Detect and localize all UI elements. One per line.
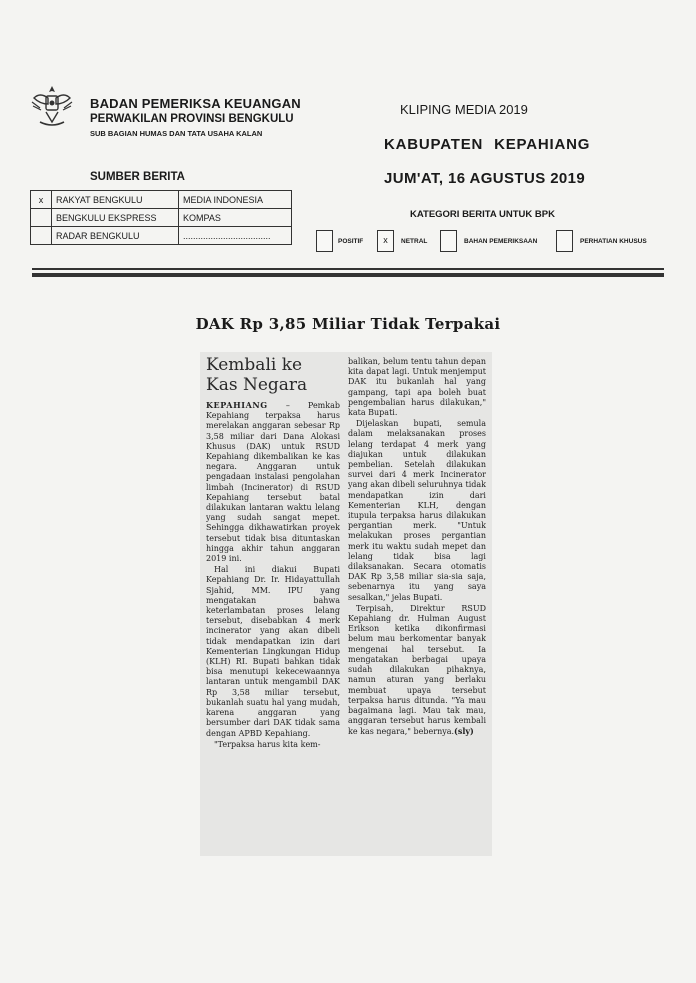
source-row bbox=[31, 209, 292, 227]
source-left: BENGKULU EKSPRESS bbox=[52, 209, 179, 227]
clipping-headline bbox=[206, 355, 340, 395]
category-mark: x bbox=[383, 235, 388, 245]
headline-line: Kas Negara bbox=[206, 375, 308, 395]
category-checkbox-bahan-pemeriksaan[interactable] bbox=[440, 230, 457, 252]
source-right: KOMPAS bbox=[179, 209, 292, 227]
article-paragraph: "Terpaksa harus kita kem- bbox=[214, 739, 321, 749]
article-kicker: KEPAHIANG bbox=[206, 400, 268, 410]
source-right: ................................... bbox=[179, 227, 292, 245]
date-label: JUM'AT, 16 AGUSTUS 2019 bbox=[384, 170, 586, 187]
source-mark bbox=[31, 227, 52, 245]
article-title: DAK Rp 3,85 Miliar Tidak Terpakai bbox=[195, 315, 501, 333]
headline-line: Kembali ke bbox=[206, 355, 303, 375]
org-branch: PERWAKILAN PROVINSI BENGKULU bbox=[90, 113, 294, 125]
divider-bottom bbox=[32, 273, 664, 277]
article-text: Terpisah, Direktur RSUD Kepahiang dr. Hulman August Erikson ketika dikonfirmasi belum mau berkomentar banyak mengenai hal tersebut. Ia mengatakan berbagai upaya sudah dilakukan pihaknya, namun aturan yang berlaku membuat upaya tersebut terpaksa harus ditunda. "Ya mau bagaimana lagi. Mau tak mau, anggaran tersebut harus kembali ke kas negara," bebernya. bbox=[348, 603, 486, 737]
category-label: BAHAN PEMERIKSAAN bbox=[464, 238, 538, 245]
source-left: RADAR BENGKULU bbox=[52, 227, 179, 245]
garuda-emblem-icon bbox=[30, 82, 74, 128]
source-row bbox=[31, 191, 292, 209]
source-left: RAKYAT BENGKULU bbox=[52, 191, 179, 209]
org-name: BADAN PEMERIKSA KEUANGAN bbox=[90, 96, 301, 111]
article-paragraph: Dijelaskan bupati, semula dalam melaksanakan proses lelang terdapat 4 merk yang diajukan untuk dilakukan pembelian. Setelah dilakukan survei dari 4 merk Incinerator yang akan dibeli seluruhnya tidak mendapatkan izin dari Kementerian KLH, dengan itupula terpaksa harus dilakukan pergantian merk. "Untuk melakukan proses pergantian merk itu waktu sudah mepet dan lelang tidak bisa lagi dilaksanakan. Secara otomatis DAK Rp 3,58 miliar sia-sia saja, sebenarnya itu yang saya sesalkan," jelas Bupati. bbox=[348, 419, 486, 602]
divider-top bbox=[32, 268, 664, 270]
category-checkbox-perhatian-khusus[interactable] bbox=[556, 230, 573, 252]
category-checkbox-netral[interactable] bbox=[377, 230, 394, 252]
kabupaten-label: KABUPATEN KEPAHIANG bbox=[384, 136, 591, 153]
article-paragraph: balikan, belum tentu tahun depan kita dapat lagi. Untuk menjemput DAK itu bukanlah hal yang gampang, tapi apa boleh buat pengembalian harus dilakukan," kata Bupati. bbox=[348, 357, 486, 418]
org-subdivision: SUB BAGIAN HUMAS DAN TATA USAHA KALAN bbox=[90, 129, 263, 138]
category-label: POSITIF bbox=[338, 238, 364, 245]
article-column-2 bbox=[348, 357, 486, 739]
categories-title: KATEGORI BERITA UNTUK BPK bbox=[410, 209, 555, 220]
category-label: NETRAL bbox=[401, 238, 428, 245]
article-paragraph bbox=[348, 604, 486, 738]
sources-table bbox=[30, 190, 292, 245]
article-paragraph bbox=[206, 400, 340, 564]
article-column-1 bbox=[206, 400, 340, 751]
sources-title: SUMBER BERITA bbox=[90, 171, 185, 183]
kliping-label: KLIPING MEDIA 2019 bbox=[400, 102, 528, 117]
article-byline: (sly) bbox=[454, 726, 474, 737]
article-paragraph: Hal ini diakui Bupati Kepahiang Dr. Ir. Hidayattullah Sjahid, MM. IPU yang mengatakan bahwa keterlambatan proses lelang tersebut, disebabkan 4 merk incinerator yang akan dibeli tidak mendapatkan izin dari Kementerian Lingkungan Hidup (KLH) RI. Bupati bahkan tidak bisa menutupi kekecewaannya lantaran untuk mengambil DAK Rp 3,58 miliar tersebut, bukanlah suatu hal yang mudah, karena anggaran yang bersumber dari DAK tidak sama dengan APBD Kepahiang. bbox=[206, 565, 340, 738]
category-checkbox-positif[interactable] bbox=[316, 230, 333, 252]
source-right: MEDIA INDONESIA bbox=[179, 191, 292, 209]
source-mark bbox=[31, 209, 52, 227]
article-text: – Pemkab Kepahiang terpaksa harus merelakan anggaran sebesar Rp 3,58 miliar dari Dana Alokasi Khusus (DAK) untuk RSUD Kepahiang dikembalikan ke kas negara. Anggaran untuk pengadaan instalasi pengolahan limbah (Incinerator) di RSUD Kepahiang tersebut batal dilakukan lantaran waktu lelang yang sudah sangat mepet. Sehingga dikhawatirkan proyek tersebut tidak bisa dituntaskan hingga akhir tahun anggaran 2019 ini. bbox=[206, 401, 340, 564]
category-label: PERHATIAN KHUSUS bbox=[580, 238, 647, 245]
source-row bbox=[31, 227, 292, 245]
source-mark: x bbox=[31, 191, 52, 209]
